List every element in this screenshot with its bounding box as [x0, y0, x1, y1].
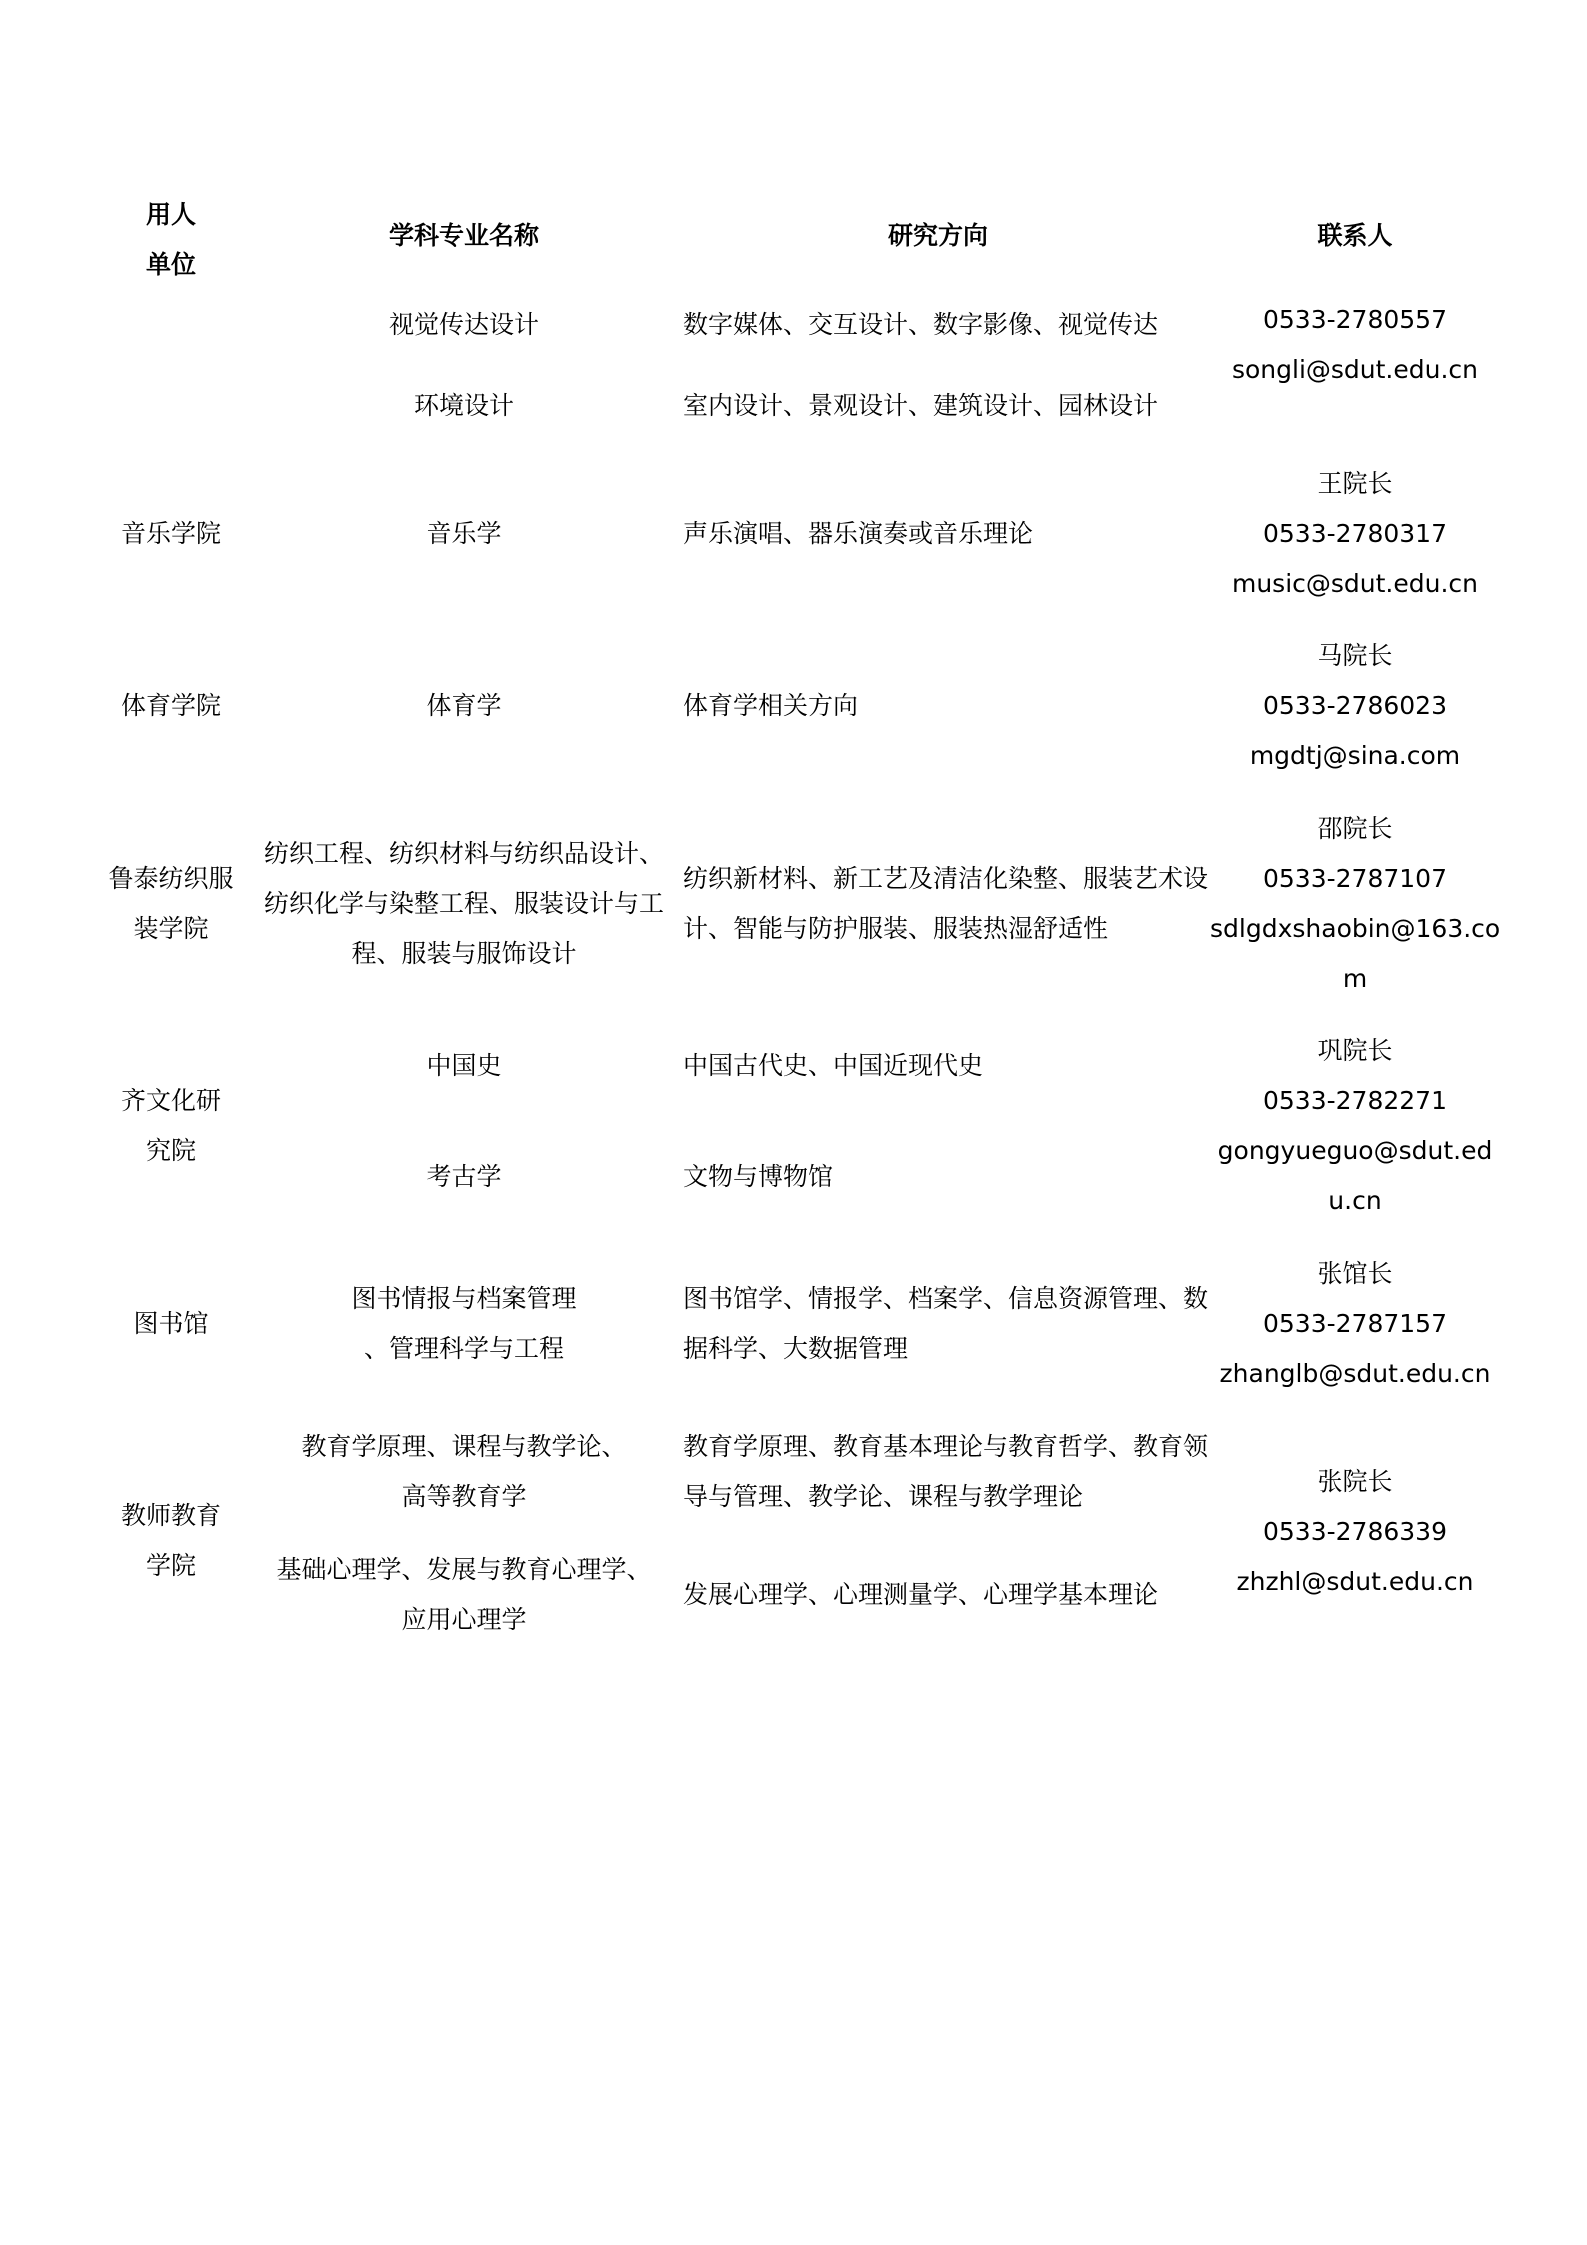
- direction-line: 纺织新材料、新工艺及清洁化染整、服装艺术设: [683, 864, 1209, 893]
- major-cell: [258, 829, 670, 979]
- direction-cell: 室内设计、景观设计、建筑设计、园林设计: [683, 391, 1159, 420]
- major-line: 基础心理学、发展与教育心理学、: [276, 1555, 652, 1584]
- contact-phone: 0533-2786023: [1263, 691, 1447, 720]
- contact-email: zhanglb@sdut.edu.cn: [1219, 1359, 1491, 1388]
- major-cell: 视觉传达设计: [388, 310, 539, 339]
- contact-cell: [1210, 1026, 1500, 1226]
- header-unit-line: 用人: [145, 200, 196, 229]
- header-unit-line: 单位: [145, 250, 196, 279]
- major-cell: [258, 1422, 670, 1522]
- contact-email: m: [1342, 964, 1368, 993]
- major-line: 程、服装与服饰设计: [351, 939, 577, 968]
- unit-line: 鲁泰纺织服: [108, 864, 234, 893]
- direction-line: 图书馆学、情报学、档案学、信息资源管理、数: [683, 1284, 1209, 1313]
- direction-cell: 体育学相关方向: [683, 691, 859, 720]
- major-cell: [258, 1545, 670, 1645]
- major-line: 教育学原理、课程与教学论、: [301, 1432, 627, 1461]
- contact-cell: [1210, 1249, 1500, 1399]
- direction-cell: 数字媒体、交互设计、数字影像、视觉传达: [683, 310, 1159, 339]
- contact-cell: [1210, 631, 1500, 781]
- contact-cell: [1210, 1457, 1500, 1607]
- contact-email: music@sdut.edu.cn: [1231, 569, 1479, 598]
- major-cell: 音乐学: [426, 519, 502, 548]
- unit-cell: 音乐学院: [120, 519, 221, 548]
- unit-line: 究院: [145, 1136, 196, 1165]
- major-line: 纺织工程、纺织材料与纺织品设计、: [263, 839, 664, 868]
- direction-cell: 中国古代史、中国近现代史: [683, 1051, 984, 1080]
- header-unit: [96, 190, 246, 290]
- contact-person: 邵院长: [1317, 814, 1393, 843]
- unit-cell: [96, 1076, 246, 1176]
- direction-line: 导与管理、教学论、课程与教学理论: [683, 1482, 1084, 1511]
- direction-line: 据科学、大数据管理: [683, 1334, 909, 1363]
- unit-line: 装学院: [133, 914, 209, 943]
- contact-person: 马院长: [1317, 641, 1393, 670]
- contact-cell: [1210, 804, 1500, 1004]
- direction-line: 计、智能与防护服装、服装热湿舒适性: [683, 914, 1109, 943]
- contact-email: gongyueguo@sdut.ed: [1217, 1136, 1493, 1165]
- unit-line: 学院: [145, 1551, 196, 1580]
- header-major: 学科专业名称: [388, 221, 539, 250]
- contact-email: u.cn: [1328, 1186, 1382, 1215]
- unit-cell: [96, 854, 246, 954]
- unit-line: 齐文化研: [120, 1086, 221, 1115]
- direction-line: 教育学原理、教育基本理论与教育哲学、教育领: [683, 1432, 1209, 1461]
- contact-cell: [1210, 459, 1500, 609]
- major-line: 图书情报与档案管理: [351, 1284, 577, 1313]
- contact-phone: 0533-2787157: [1263, 1309, 1447, 1338]
- contact-email: zhzhl@sdut.edu.cn: [1236, 1567, 1474, 1596]
- unit-line: 教师教育: [120, 1501, 221, 1530]
- major-cell: 体育学: [426, 691, 502, 720]
- direction-cell: [683, 1422, 1223, 1522]
- unit-cell: 体育学院: [120, 691, 221, 720]
- contact-email: songli@sdut.edu.cn: [1231, 355, 1479, 384]
- contact-phone: 0533-2780317: [1263, 519, 1447, 548]
- major-cell: [258, 1274, 670, 1374]
- contact-phone: 0533-2780557: [1263, 305, 1447, 334]
- direction-cell: [683, 854, 1223, 954]
- unit-cell: [96, 1491, 246, 1591]
- contact-person: 巩院长: [1317, 1036, 1393, 1065]
- contact-person: 王院长: [1317, 469, 1393, 498]
- major-cell: 中国史: [426, 1051, 502, 1080]
- contact-cell: [1210, 295, 1500, 395]
- direction-cell: 声乐演唱、器乐演奏或音乐理论: [683, 519, 1034, 548]
- unit-cell: 图书馆: [133, 1309, 209, 1338]
- contact-phone: 0533-2787107: [1263, 864, 1447, 893]
- header-direction: 研究方向: [887, 221, 988, 250]
- major-line: 、管理科学与工程: [363, 1334, 564, 1363]
- major-line: 高等教育学: [401, 1482, 527, 1511]
- contact-phone: 0533-2782271: [1263, 1086, 1447, 1115]
- header-contact: 联系人: [1317, 221, 1393, 250]
- major-cell: 环境设计: [413, 391, 514, 420]
- contact-person: 张院长: [1317, 1467, 1393, 1496]
- direction-cell: 文物与博物馆: [683, 1162, 834, 1191]
- contact-email: mgdtj@sina.com: [1249, 741, 1461, 770]
- major-line: 纺织化学与染整工程、服装设计与工: [263, 889, 664, 918]
- direction-cell: [683, 1274, 1223, 1374]
- contact-email: sdlgdxshaobin@163.co: [1210, 914, 1501, 943]
- contact-phone: 0533-2786339: [1263, 1517, 1447, 1546]
- direction-cell: 发展心理学、心理测量学、心理学基本理论: [683, 1580, 1159, 1609]
- contact-person: 张馆长: [1317, 1259, 1393, 1288]
- major-cell: 考古学: [426, 1162, 502, 1191]
- major-line: 应用心理学: [401, 1605, 527, 1634]
